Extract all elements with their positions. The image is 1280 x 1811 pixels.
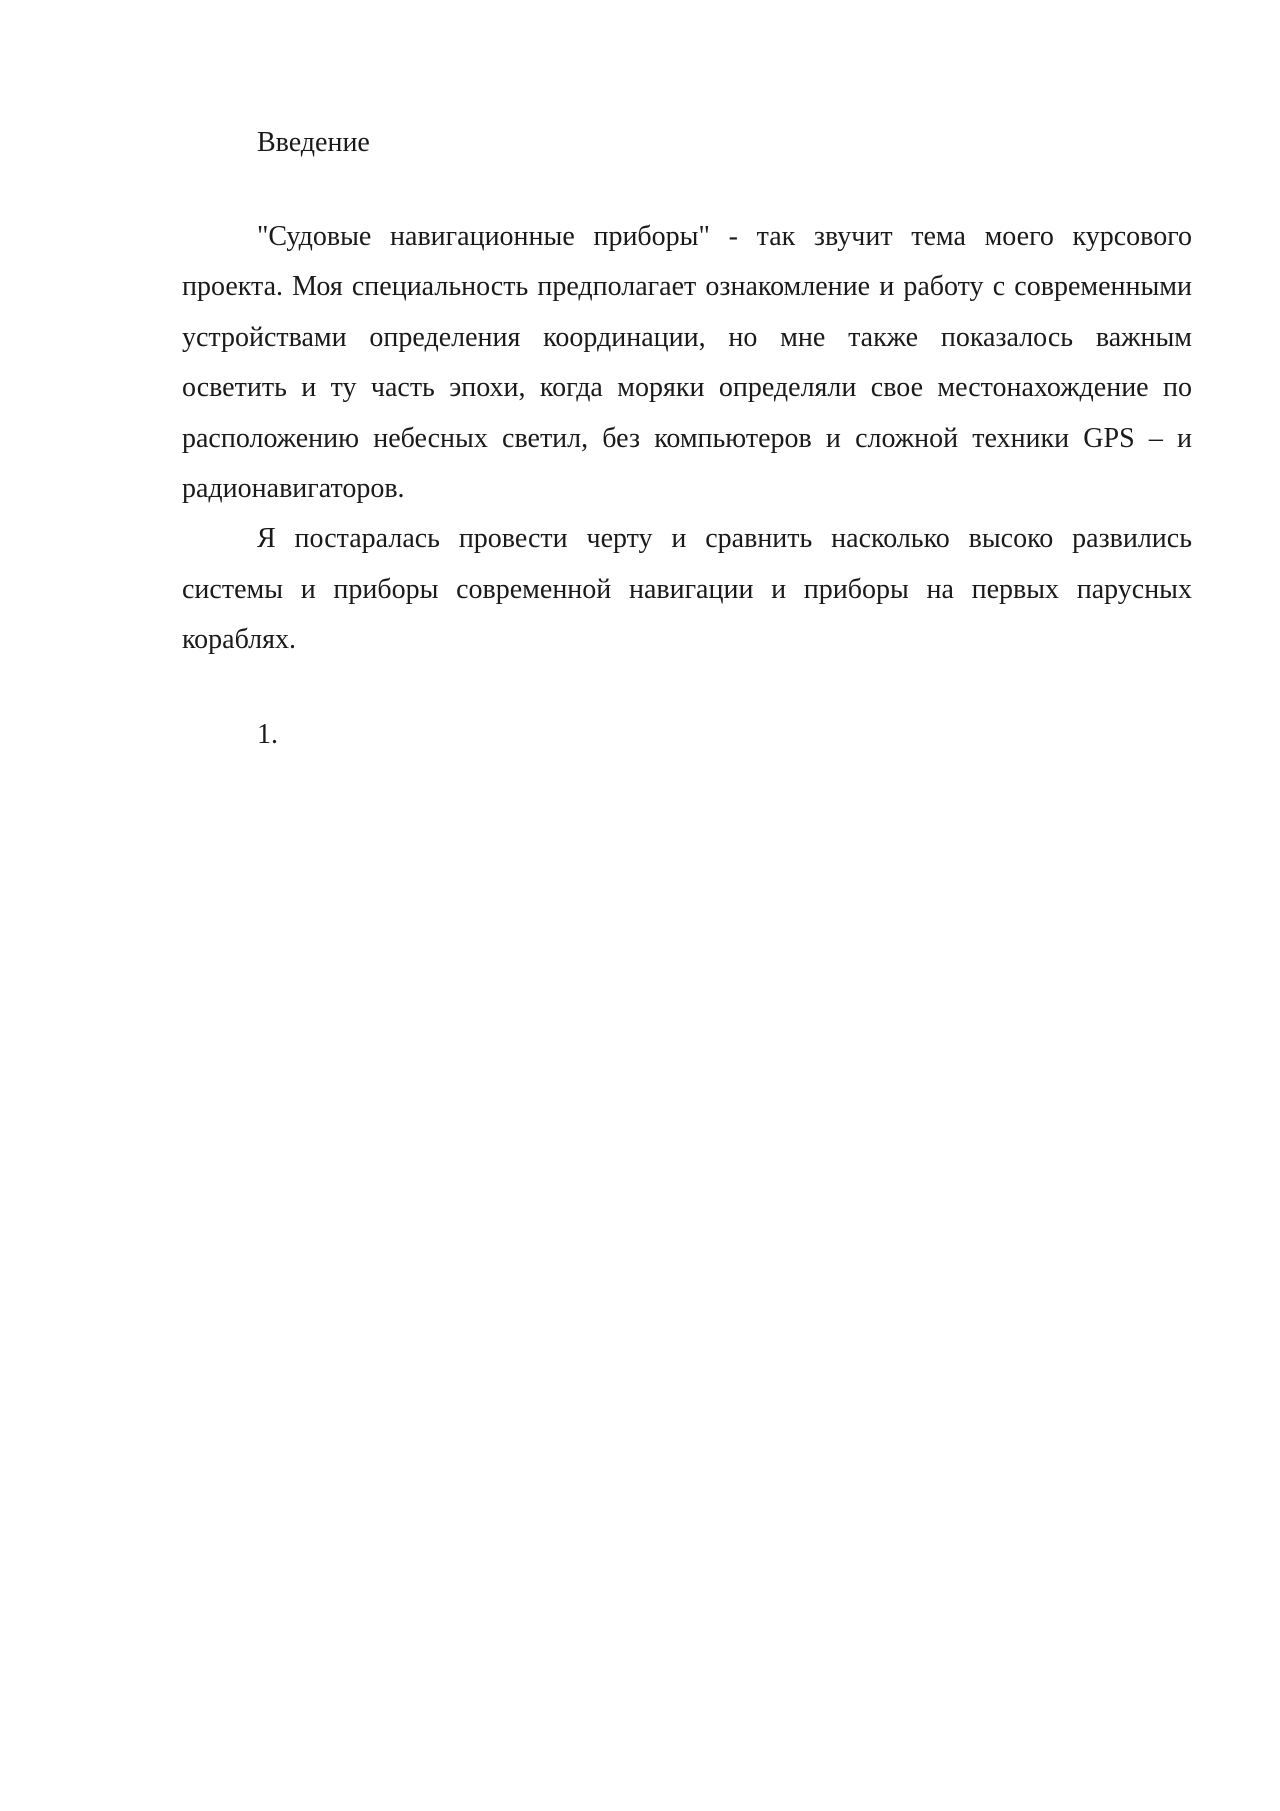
document-body xyxy=(182,118,1192,760)
section-number: 1. xyxy=(257,718,278,750)
intro-paragraph-1: "Судовые навигационные приборы" - так звучит тема моего курсового проекта. Моя специальность предполагает ознакомление и работу с современными устройствами определения координации, но мне также показалось важным осветить и ту часть эпохи, когда моряки определяли свое местонахождение по расположению небесных светил, без компьютеров и сложной техники GPS – и радионавигаторов. xyxy=(182,221,1192,505)
section-heading: Введение xyxy=(257,127,370,158)
intro-paragraph-2: Я постаралась провести черту и сравнить насколько высоко развились системы и приборы современной навигации и приборы на первых парусных кораблях. xyxy=(182,523,1192,656)
